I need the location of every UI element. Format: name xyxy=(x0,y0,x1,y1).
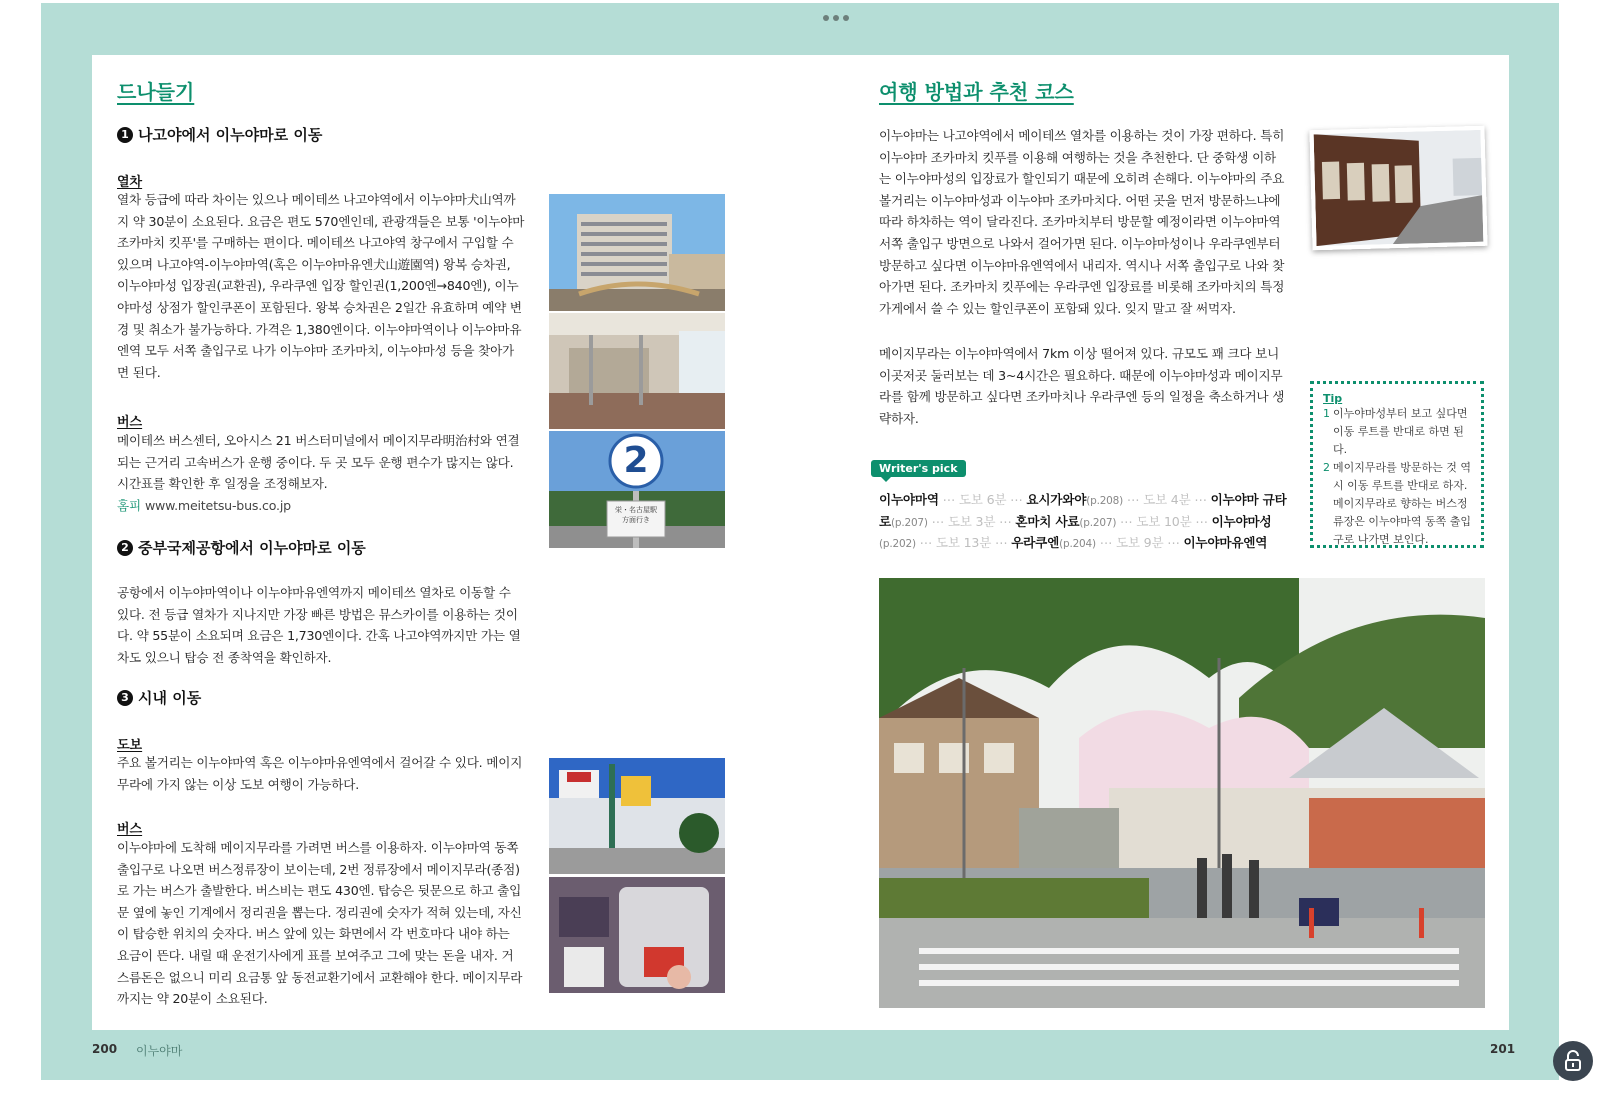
sub-walk: 도보 xyxy=(117,738,143,753)
ticket-machine-photo xyxy=(549,877,725,993)
sub-train: 열차 xyxy=(117,175,143,190)
bus-text: 메이테쓰 버스센터, 오아시스 21 버스터미널에서 메이지무라明治村와 연결되는 근거리 고속버스가 운행 중이다. 두 곳 모두 운행 편수가 많지는 않다. 시간표를 확인한 후 일정을 조정해보자. xyxy=(117,433,520,492)
tip-item: 1 이누야마성부터 보고 싶다면 이동 루트를 반대로 하면 된다. xyxy=(1323,407,1468,456)
number-badge: 2 xyxy=(117,540,133,556)
heading-nagoya: 1 나고야에서 이누야마로 이동 xyxy=(117,124,322,145)
bus-stop-sign-photo xyxy=(549,431,725,548)
left-page-number: 200 xyxy=(92,1042,118,1056)
right-page-number: 201 xyxy=(1490,1042,1516,1056)
homepage-url[interactable]: www.meitetsu-bus.co.jp xyxy=(144,498,291,513)
number-badge: 1 xyxy=(117,127,133,143)
train-interior-photo xyxy=(549,313,725,429)
homepage-line: 홈피 www.meitetsu-bus.co.jp xyxy=(117,498,291,513)
bus-station-photo xyxy=(549,758,725,874)
left-section-title: 드나들기 xyxy=(117,80,195,104)
sub-bus: 버스 xyxy=(117,415,143,430)
street-photo xyxy=(1309,126,1487,251)
more-options-icon[interactable] xyxy=(823,15,849,21)
bus-stop-number: 2 xyxy=(623,440,649,481)
bus2-text: 이누야마에 도착해 메이지무라를 가려면 버스를 이용하자. 이누야마역 동쪽 출입구로 나오면 버스정류장이 보이는데, 2번 정류장에서 메이지무라(종점)로 가는 버스가 출발한다. 버스비는 편도 430엔. 탑승은 뒷문으로 하고 출입문 옆에 놓인 기계에서 정리권을 뽑는다. 정리권에 숫자가 적혀 있는데, 자신이 탑승한 위치의 숫자다. 버스 앞에 있는 화면에서 각 번호마다 내야 하는 요금이 뜬다. 내릴 때 운전기사에게 표를 보여주고 그에 맞는 돈을 내자. 거스름돈은 없으니 미리 요금통 앞 동전교환기에서 교환해야 한다. 메이지무라까지는 약 20분이 소요된다. xyxy=(117,840,523,1007)
station-scene-photo xyxy=(879,578,1485,1008)
recommended-route: 이누야마역 ⋯ 도보 6분 ⋯ 요시가와야(p.208) ⋯ 도보 4분 ⋯ 이누야마 규타로(p.207) ⋯ 도보 3분 ⋯ 혼마치 사료(p.207) ⋯ 도보 10분 ⋯ 이누야마성(p.202) ⋯ 도보 13분 ⋯ 우라쿠엔(p.204) ⋯ 도보 9분 ⋯ 이누야마유엔역 xyxy=(879,492,1287,550)
hotel-building-photo xyxy=(549,194,725,311)
tip-box xyxy=(1310,381,1484,548)
right-section-title: 여행 방법과 추천 코스 xyxy=(879,80,1074,104)
train-text: 열차 등급에 따라 차이는 있으나 메이테쓰 나고야역에서 이누야마犬山역까지 약 30분이 소요된다. 요금은 편도 570엔인데, 관광객들은 보통 '이누야마 조카마치 킷푸'를 구매하는 편이다. 메이테쓰 나고야역 창구에서 구입할 수 있으며 나고야역-이누야마역(혹은 이누야마유엔犬山遊園역) 왕복 승차권, 이누야마성 입장권(교환권), 우라쿠엔 입장 할인권(1,200엔→840엔), 이누야마성 상점가 할인쿠폰이 포함된다. 왕복 승차권은 2일간 유효하며 예약 변경 및 취소가 불가능하다. 가격은 1,380엔이다. 이누야마역이나 이누야마유엔역 모두 서쪽 출입구로 나가 이누야마 조카마치, 이누야마성 등을 찾아가면 된다. xyxy=(117,192,525,380)
airport-text: 공항에서 이누야마역이나 이누야마유엔역까지 메이테쓰 열차로 이동할 수 있다. 전 등급 열차가 지나지만 가장 빠른 방법은 뮤스카이를 이용하는 것이다. 약 55분이 소요되며 요금은 1,730엔이다. 간혹 나고야역까지만 가는 열차도 있으니 탑승 전 종착역을 확인하자. xyxy=(117,585,521,665)
writers-pick-badge: Writer's pick xyxy=(871,460,966,477)
heading-airport: 2 중부국제공항에서 이누야마로 이동 xyxy=(117,537,366,558)
intro-text: 이누야마는 나고야역에서 메이테쓰 열차를 이용하는 것이 가장 편하다. 특히 이누야마 조카마치 킷푸를 이용해 여행하는 것을 추천한다. 단 중학생 이하는 이누야마성의 입장료가 할인되기 때문에 오히려 손해다. 이누야마의 주요 볼거리는 이누야마성과 이누야마 조카마치다. 어떤 곳을 먼저 방문하느냐에 따라 하차하는 역이 달라진다. 조카마치부터 방문할 예정이라면 이누야마역 서쪽 출입구 방면으로 나와서 걸어가면 된다. 이누야마성이나 우라쿠엔부터 방문하고 싶다면 이누야마유엔역에서 내리자. 역시나 서쪽 출입구로 나와 찾아가면 된다. 조카마치 킷푸에는 우라쿠엔 입장료를 비롯해 조카마치의 특정 가게에서 쓸 수 있는 할인쿠폰이 포함돼 있다. 잊지 말고 잘 써먹자. xyxy=(879,128,1285,316)
tip-title: Tip xyxy=(1323,392,1343,405)
tip-item: 2 메이지무라를 방문하는 것 역시 이동 루트를 반대로 하자. 메이지무라로 향하는 버스정류장은 이누야마역 동쪽 출입구로 나가면 보인다. xyxy=(1323,461,1472,546)
sub-bus2: 버스 xyxy=(117,822,143,837)
walk-text: 주요 볼거리는 이누야마역 혹은 이누야마유엔역에서 걸어갈 수 있다. 메이지무라에 가지 않는 이상 도보 여행이 가능하다. xyxy=(117,755,523,792)
left-page-label: 이누야마 xyxy=(136,1044,183,1058)
lock-icon[interactable] xyxy=(1553,1041,1593,1081)
meiji-text: 메이지무라는 이누야마역에서 7km 이상 떨어져 있다. 규모도 꽤 크다 보니 이곳저곳 둘러보는 데 3~4시간은 필요하다. 때문에 이누야마성과 메이지무라를 함께 방문하고 싶다면 조카마치나 우라쿠엔 등의 일정을 축소하거나 생략하자. xyxy=(879,346,1285,426)
number-badge: 3 xyxy=(117,690,133,706)
bus-stop-destination: 栄・名古屋駅 方面行き xyxy=(615,506,657,524)
heading-city: 3 시내 이동 xyxy=(117,687,201,708)
